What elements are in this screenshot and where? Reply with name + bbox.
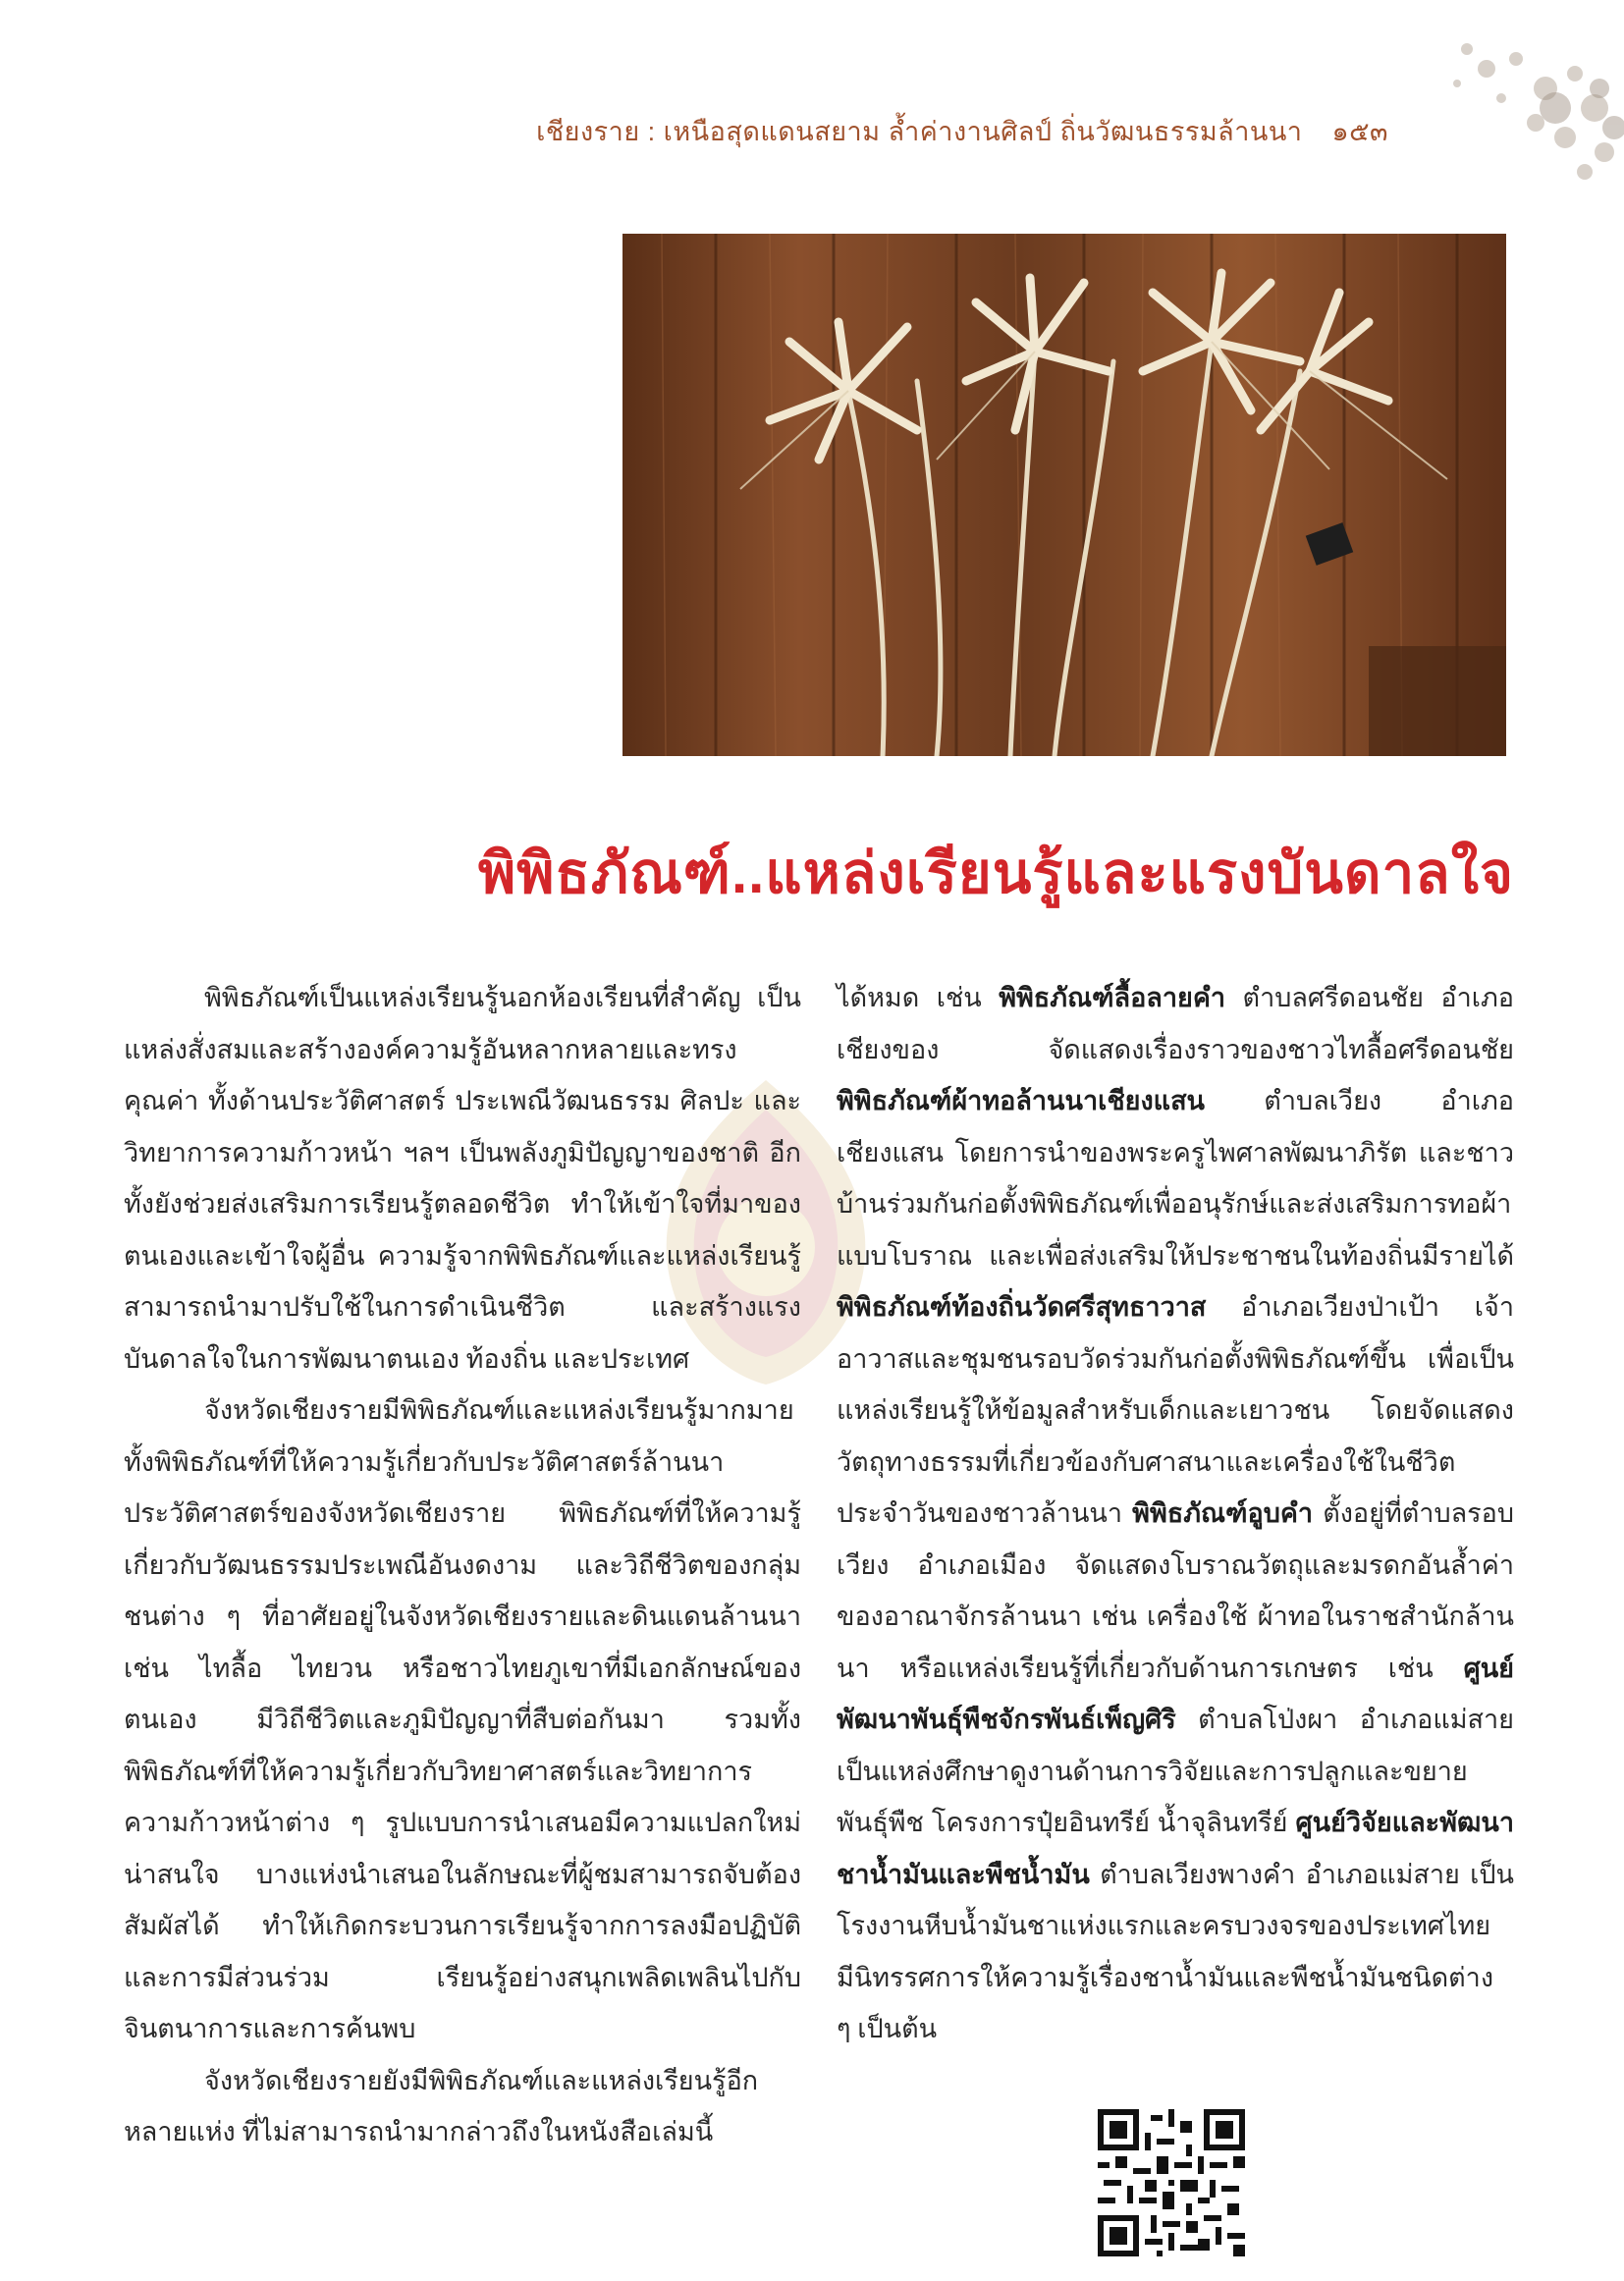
paragraph: จังหวัดเชียงรายมีพิพิธภัณฑ์และแหล่งเรียนรู้มากมาย ทั้งพิพิธภัณฑ์ที่ให้ความรู้เกี่ยวกับประวัติศาสตร์ล้านนา ประวัติศาสตร์ของจังหวัดเชียงราย พิพิธภัณฑ์ที่ให้ความรู้เกี่ยวกับวัฒนธรรมประเพณีอันงดงาม และวิถีชีวิตของกลุ่มชนต่าง ๆ ที่อาศัยอยู่ในจังหวัดเชียงรายและดินแดนล้านนา เช่น ไทลื้อ ไทยวน หรือชาวไทยภูเขาที่มีเอกลักษณ์ของตนเอง มีวิถีชีวิตและภูมิปัญญาที่สืบต่อกันมา รวมทั้งพิพิธภัณฑ์ที่ให้ความรู้เกี่ยวกับวิทยาศาสตร์และวิทยาการความก้าวหน้าต่าง ๆ รูปแบบการนำเสนอมีความแปลกใหม่ น่าสนใจ บางแห่งนำเสนอในลักษณะที่ผู้ชมสามารถจับต้องสัมผัสได้ ทำให้เกิดกระบวนการเรียนรู้จากการลงมือปฏิบัติและการมีส่วนร่วม เรียนรู้อย่างสนุกเพลิดเพลินไปกับจินตนาการและการค้นพบ: [124, 1395, 801, 2043]
paragraph: จังหวัดเชียงรายยังมีพิพิธภัณฑ์และแหล่งเรียนรู้อีกหลายแห่ง ที่ไม่สามารถนำมากล่าวถึงในหนังสือเล่มนี้: [124, 2065, 759, 2146]
running-header: [536, 110, 1388, 152]
qr-code[interactable]: [1098, 2109, 1245, 2256]
corner-decoration: [1428, 29, 1624, 187]
text-run: ตำบลโป่งผา อำเภอแม่สาย เป็นแหล่งศึกษาดูงานด้านการวิจัยและการปลูกและขยายพันธุ์พืช โครงการปุ๋ยอินทรีย์ น้ำจุลินทรีย์: [837, 1705, 1514, 1837]
museum-name: พิพิธภัณฑ์อูบคำ: [1132, 1498, 1314, 1528]
museum-name: ศูนย์พัฒนาพันธุ์พืชจักรพันธ์เพ็ญศิริ: [837, 1653, 1514, 1734]
text-run: ตำบลศรีดอนชัย อำเภอเชียงของ จัดแสดงเรื่องราวของชาวไทลื้อศรีดอนชัย: [837, 983, 1514, 1064]
text-run: ตำบลเวียงพางคำ อำเภอแม่สาย เป็นโรงงานหีบน้ำมันชาแห่งแรกและครบวงจรของประเทศไทย มีนิทรรศการให้ความรู้เรื่องชาน้ำมันและพืชน้ำมันชนิดต่าง ๆ เป็นต้น: [837, 1859, 1514, 2043]
text-run: ได้หมด เช่น: [837, 983, 1000, 1012]
text-run: ตำบลเวียง อำเภอเชียงแสน โดยการนำของพระครูไพศาลพัฒนาภิรัต และชาวบ้านร่วมกันก่อตั้งพิพิธภัณฑ์เพื่ออนุรักษ์และส่งเสริมการทอผ้าแบบโบราณ และเพื่อส่งเสริมให้ประชาชนในท้องถิ่นมีรายได้: [837, 1086, 1514, 1271]
article-title: พิพิธภัณฑ์..แหล่งเรียนรู้และแรงบันดาลใจ: [478, 842, 1514, 905]
right-column: [837, 972, 1514, 2055]
museum-name: ศูนย์วิจัยและพัฒนาชาน้ำมันและพืชน้ำมัน: [837, 1808, 1514, 1889]
museum-name: พิพิธภัณฑ์ผ้าทอล้านนาเชียงแสน: [837, 1086, 1206, 1115]
paragraph: [837, 972, 1514, 2055]
left-column: [124, 972, 801, 2158]
text-run: อำเภอเวียงป่าเป้า เจ้าอาวาสและชุมชนรอบวัดร่วมกันก่อตั้งพิพิธภัณฑ์ขึ้น เพื่อเป็นแหล่งเรียนรู้ให้ข้อมูลสำหรับเด็กและเยาวชน โดยจัดแสดงวัตถุทางธรรมที่เกี่ยวข้องกับศาสนาและเครื่องใช้ในชีวิตประจำวันของชาวล้านนา: [837, 1292, 1514, 1528]
museum-name: พิพิธภัณฑ์ลื้อลายคำ: [999, 983, 1226, 1012]
museum-name: พิพิธภัณฑ์ท้องถิ่นวัดศรีสุทธาวาส: [837, 1292, 1207, 1322]
museum-photo: [623, 234, 1506, 756]
page-number: ๑๕๓: [1331, 117, 1388, 146]
running-title: เชียงราย : เหนือสุดแดนสยาม ล้ำค่างานศิลป์ ถิ่นวัฒนธรรมล้านนา: [536, 117, 1303, 146]
paragraph: พิพิธภัณฑ์เป็นแหล่งเรียนรู้นอกห้องเรียนที่สำคัญ เป็นแหล่งสั่งสมและสร้างองค์ความรู้อันหลากหลายและทรงคุณค่า ทั้งด้านประวัติศาสตร์ ประเพณีวัฒนธรรม ศิลปะ และวิทยาการความก้าวหน้า ฯลฯ เป็นพลังภูมิปัญญาของชาติ อีกทั้งยังช่วยส่งเสริมการเรียนรู้ตลอดชีวิต ทำให้เข้าใจที่มาของตนเองและเข้าใจผู้อื่น ความรู้จากพิพิธภัณฑ์และแหล่งเรียนรู้สามารถนำมาปรับใช้ในการดำเนินชีวิต และสร้างแรงบันดาลใจในการพัฒนาตนเอง ท้องถิ่น และประเทศ: [124, 983, 801, 1374]
text-run: ตั้งอยู่ที่ตำบลรอบเวียง อำเภอเมือง จัดแสดงโบราณวัตถุและมรดกอันล้ำค่าของอาณาจักรล้านนา เช่น เครื่องใช้ ผ้าทอในราชสำนักล้านนา หรือแหล่งเรียนรู้ที่เกี่ยวกับด้านการเกษตร เช่น: [837, 1498, 1514, 1683]
